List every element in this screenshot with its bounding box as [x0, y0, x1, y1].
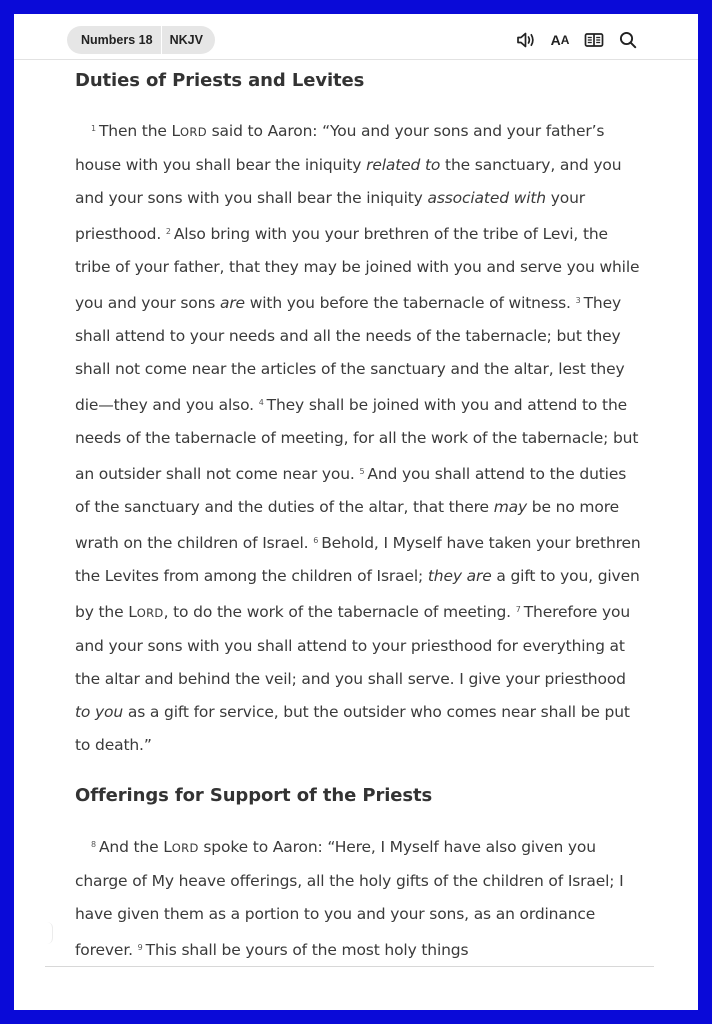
- verse-number[interactable]: 3: [575, 296, 581, 305]
- verse-text: the sanctuary, and you and your sons with you shall bear the iniquity: [75, 156, 622, 207]
- section-heading-duties: Duties of Priests and Levites: [75, 70, 365, 91]
- verse-text: Therefore you and your sons with you shall attend to your priesthood for everything at the altar and behind the veil; and you shall serve. I give your priesthood: [75, 603, 631, 688]
- verse-text: a gift to you, given by the L: [75, 567, 640, 621]
- verse-text: with you before the tabernacle of witness.: [244, 294, 576, 312]
- verse-text-italic: they are: [427, 567, 492, 585]
- verse-text-italic: associated with: [427, 189, 546, 207]
- reader-screen: [14, 14, 698, 1010]
- verse-text-smallcaps: ORD: [136, 606, 164, 620]
- verse-text-italic: related to: [366, 156, 441, 174]
- text-size-large-glyph: A: [550, 32, 561, 48]
- verse-number[interactable]: 1: [91, 124, 96, 133]
- verse-text: Then the L: [98, 122, 181, 140]
- text-size-small-glyph: A: [560, 33, 570, 47]
- page-edge-handle[interactable]: [46, 922, 53, 944]
- verse-text: Also bring with you your brethren of the tribe of Levi, the tribe of your father, that they may be joined with you and serve you while you and your sons: [75, 225, 640, 312]
- verse-text: your priesthood.: [75, 189, 585, 243]
- verse-text: They shall be joined with you and attend to the needs of the tabernacle of meeting, for all the work of the tabernacle; but an outsider shall not come near you.: [75, 396, 639, 483]
- verse-text: And you shall attend to the duties of the sanctuary and the duties of the altar, that there: [75, 465, 627, 516]
- audio-icon[interactable]: [514, 28, 538, 52]
- passage-selector: [67, 26, 215, 54]
- verse-number[interactable]: 8: [91, 840, 96, 849]
- verse-text-italic: to you: [75, 703, 124, 721]
- paragraph-duties: [75, 112, 645, 762]
- verse-text-italic: may: [493, 498, 528, 516]
- verse-text: And the L: [98, 838, 172, 856]
- verse-number[interactable]: 6: [313, 536, 319, 545]
- verse-text: said to Aaron: “You and your sons and your father’s house with you shall bear the iniquity: [75, 122, 605, 174]
- verse-text: , to do the work of the tabernacle of meeting.: [163, 603, 516, 621]
- verse-number[interactable]: 4: [258, 398, 264, 407]
- verse-text: This shall be yours of the most holy things: [145, 941, 469, 959]
- toolbar-icons: [504, 28, 640, 52]
- verse-text-smallcaps: ORD: [171, 841, 199, 855]
- verse-text: as a gift for service, but the outsider who comes near shall be put to death.”: [75, 703, 630, 754]
- parallel-icon[interactable]: [582, 28, 606, 52]
- verse-text: They shall attend to your needs and all the needs of the tabernacle; but they shall not come near the articles of the sanctuary and the altar, lest they die—they and you also.: [75, 294, 625, 414]
- chapter-content: [75, 67, 645, 967]
- text-size-icon[interactable]: [548, 28, 572, 52]
- bottom-divider: [45, 966, 654, 967]
- search-icon[interactable]: [616, 28, 640, 52]
- verse-number[interactable]: 9: [137, 943, 143, 952]
- version-button[interactable]: NKJV: [169, 33, 203, 47]
- top-toolbar: [14, 14, 698, 60]
- verse-text: be no more wrath on the children of Israel.: [75, 498, 619, 552]
- verse-number[interactable]: 7: [515, 605, 521, 614]
- verse-text: Behold, I Myself have taken your brethren the Levites from among the children of Israel;: [75, 534, 641, 585]
- verse-number[interactable]: 5: [359, 467, 365, 476]
- verse-number[interactable]: 2: [165, 227, 171, 236]
- paragraph-offerings: [75, 828, 645, 967]
- book-chapter-button[interactable]: Numbers 18: [81, 33, 153, 47]
- section-heading-offerings: Offerings for Support of the Priests: [75, 785, 433, 806]
- verse-text-smallcaps: ORD: [180, 125, 207, 139]
- verse-text: spoke to Aaron: “Here, I Myself have also given you charge of My heave offerings, all the holy gifts of the children of Israel; I have given them as a portion to you and your sons, as an ordinance forever.: [75, 838, 624, 959]
- verse-text-italic: are: [219, 294, 245, 312]
